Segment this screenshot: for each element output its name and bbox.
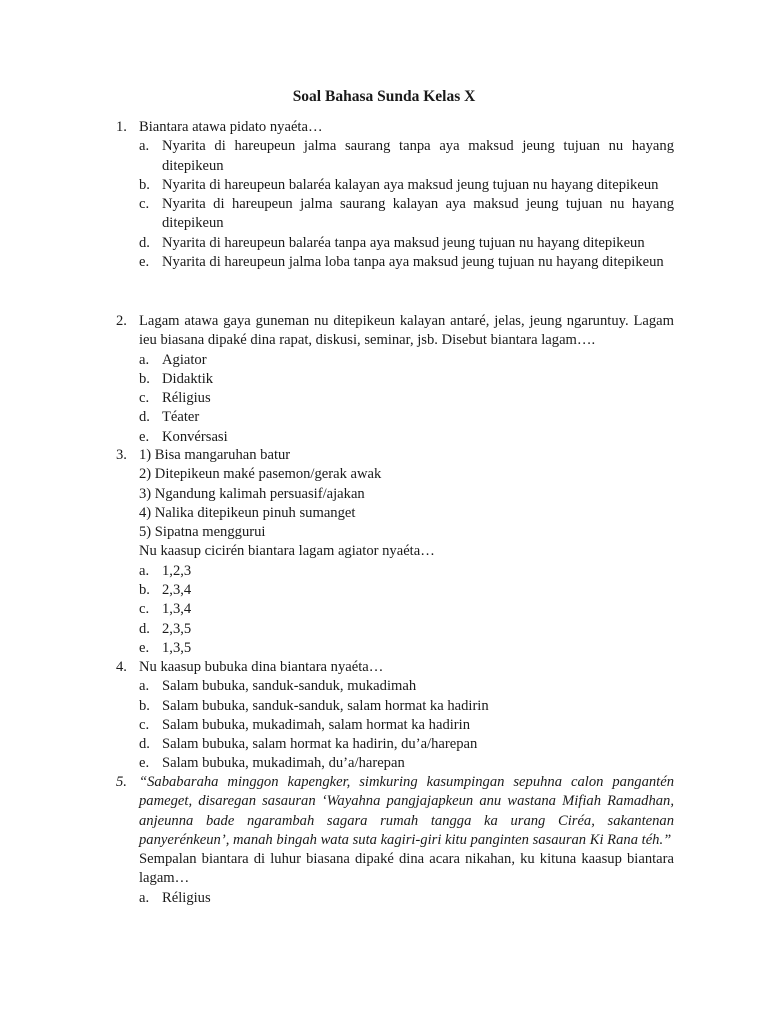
statement-list bbox=[116, 446, 674, 562]
option-b bbox=[139, 581, 674, 600]
option-b bbox=[139, 370, 674, 389]
statement-item: 5) Sipatna menggurui bbox=[139, 524, 266, 541]
statement-item: 4) Nalika ditepikeun pinuh sumanget bbox=[139, 504, 356, 521]
question-quote bbox=[116, 773, 674, 850]
question-stem bbox=[116, 312, 674, 351]
option-letter: b. bbox=[139, 582, 150, 599]
option-text: Salam bubuka, sanduk-sanduk, mukadimah bbox=[162, 678, 417, 695]
option-text: 2,3,4 bbox=[162, 582, 192, 599]
question-number: 4. bbox=[116, 659, 127, 675]
option-letter: a. bbox=[139, 562, 150, 579]
question-number: 2. bbox=[116, 313, 127, 329]
option-letter: c. bbox=[139, 196, 150, 213]
option-text: 1,3,4 bbox=[162, 601, 192, 618]
question-4 bbox=[116, 658, 674, 774]
option-text: Konvérsasi bbox=[162, 428, 228, 445]
question-1 bbox=[116, 118, 674, 272]
statement-item: 3) Ngandung kalimah persuasif/ajakan bbox=[139, 485, 365, 502]
option-d bbox=[139, 735, 674, 754]
option-e bbox=[139, 754, 674, 773]
option-text: Réligius bbox=[162, 390, 211, 407]
option-letter: c. bbox=[139, 716, 150, 733]
option-letter: a. bbox=[139, 351, 150, 368]
option-letter: d. bbox=[139, 409, 150, 426]
option-d bbox=[139, 620, 674, 639]
option-a bbox=[139, 562, 674, 581]
option-letter: a. bbox=[139, 678, 150, 695]
option-c bbox=[139, 389, 674, 408]
question-text: Nu kaasup bubuka dina biantara nyaéta… bbox=[139, 659, 384, 675]
option-letter: c. bbox=[139, 601, 150, 618]
question-text: Nu kaasup cicirén biantara lagam agiator nyaéta… bbox=[139, 543, 435, 560]
quote-text: “Sababaraha minggon kapengker, simkuring kasumpingan sepuhna calon pangantén pameget, disaregan sasauran ‘Wayahna pangjajapkeun anu wastana Mifiah Ramadhan, anjeunna bade ngarambah sagara rumah tangga ka urang Ciréa, sakantenan panyerénkeun’, manah bingah wata suta kagiri-giri kitu panginten sasauran Ki Rana téh.” bbox=[139, 774, 674, 848]
option-b bbox=[139, 697, 674, 716]
statement-item: 1) Bisa mangaruhan batur bbox=[139, 447, 291, 463]
question-number: 5. bbox=[116, 774, 127, 790]
option-text: 1,3,5 bbox=[162, 639, 192, 656]
question-text: Lagam atawa gaya guneman nu ditepikeun kalayan antaré, jelas, jeung ngaruntuy. Lagam ieu biasana dipaké dina rapat, diskusi, seminar, jsb. Disebut biantara lagam…. bbox=[139, 313, 674, 349]
option-letter: d. bbox=[139, 736, 150, 753]
option-text: Réligius bbox=[162, 889, 211, 906]
option-text: 2,3,5 bbox=[162, 620, 192, 637]
option-letter: a. bbox=[139, 138, 150, 155]
option-letter: d. bbox=[139, 620, 150, 637]
option-letter: e. bbox=[139, 254, 150, 271]
option-c bbox=[139, 600, 674, 619]
question-3 bbox=[116, 446, 674, 658]
page-title: Soal Bahasa Sunda Kelas X bbox=[292, 88, 476, 105]
option-d bbox=[139, 234, 674, 253]
option-b bbox=[139, 176, 674, 195]
question-2 bbox=[116, 312, 674, 447]
statement-item: 2) Ditepikeun maké pasemon/gerak awak bbox=[139, 466, 382, 483]
option-text: Salam bubuka, mukadimah, salam hormat ka hadirin bbox=[162, 716, 471, 733]
question-number: 3. bbox=[116, 447, 127, 463]
option-c bbox=[139, 195, 674, 234]
option-a bbox=[139, 889, 674, 908]
option-a bbox=[139, 351, 674, 370]
option-e bbox=[139, 253, 674, 272]
option-c bbox=[139, 716, 674, 735]
option-letter: b. bbox=[139, 370, 150, 387]
question-stem bbox=[116, 118, 674, 137]
option-text: Nyarita di hareupeun balaréa tanpa aya maksud jeung tujuan nu hayang ditepikeun bbox=[162, 234, 645, 251]
question-text: Sempalan biantara di luhur biasana dipaké dina acara nikahan, ku kituna kaasup biantara lagam… bbox=[139, 851, 674, 887]
option-a bbox=[139, 677, 674, 696]
option-letter: d. bbox=[139, 234, 150, 251]
option-text: Nyarita di hareupeun jalma saurang kalayan aya maksud jeung tujuan nu hayang ditepikeun bbox=[162, 196, 674, 232]
question-5 bbox=[116, 773, 674, 908]
option-text: Salam bubuka, sanduk-sanduk, salam hormat ka hadirin bbox=[162, 697, 489, 714]
question-stem bbox=[116, 850, 674, 889]
option-text: Nyarita di hareupeun jalma loba tanpa aya maksud jeung tujuan nu hayang ditepikeun bbox=[162, 254, 664, 271]
option-letter: a. bbox=[139, 889, 150, 906]
option-letter: e. bbox=[139, 755, 150, 772]
option-e bbox=[139, 639, 674, 658]
question-number: 1. bbox=[116, 119, 127, 135]
option-letter: e. bbox=[139, 428, 150, 445]
option-d bbox=[139, 408, 674, 427]
option-text: Nyarita di hareupeun balaréa kalayan aya maksud jeung tujuan nu hayang ditepikeun bbox=[162, 176, 659, 193]
option-letter: e. bbox=[139, 639, 150, 656]
option-text: Téater bbox=[162, 409, 200, 426]
option-text: Salam bubuka, mukadimah, du’a/harepan bbox=[162, 755, 405, 772]
option-text: 1,2,3 bbox=[162, 562, 192, 579]
question-text: Biantara atawa pidato nyaéta… bbox=[139, 119, 323, 135]
option-a bbox=[139, 137, 674, 176]
option-e bbox=[139, 428, 674, 447]
option-letter: c. bbox=[139, 390, 150, 407]
option-text: Salam bubuka, salam hormat ka hadirin, du’a/harepan bbox=[162, 736, 478, 753]
option-text: Didaktik bbox=[162, 370, 214, 387]
option-letter: b. bbox=[139, 697, 150, 714]
option-text: Agiator bbox=[162, 351, 207, 368]
option-letter: b. bbox=[139, 176, 150, 193]
question-stem bbox=[116, 658, 674, 677]
option-text: Nyarita di hareupeun jalma saurang tanpa aya maksud jeung tujuan nu hayang ditepikeun bbox=[162, 138, 674, 174]
